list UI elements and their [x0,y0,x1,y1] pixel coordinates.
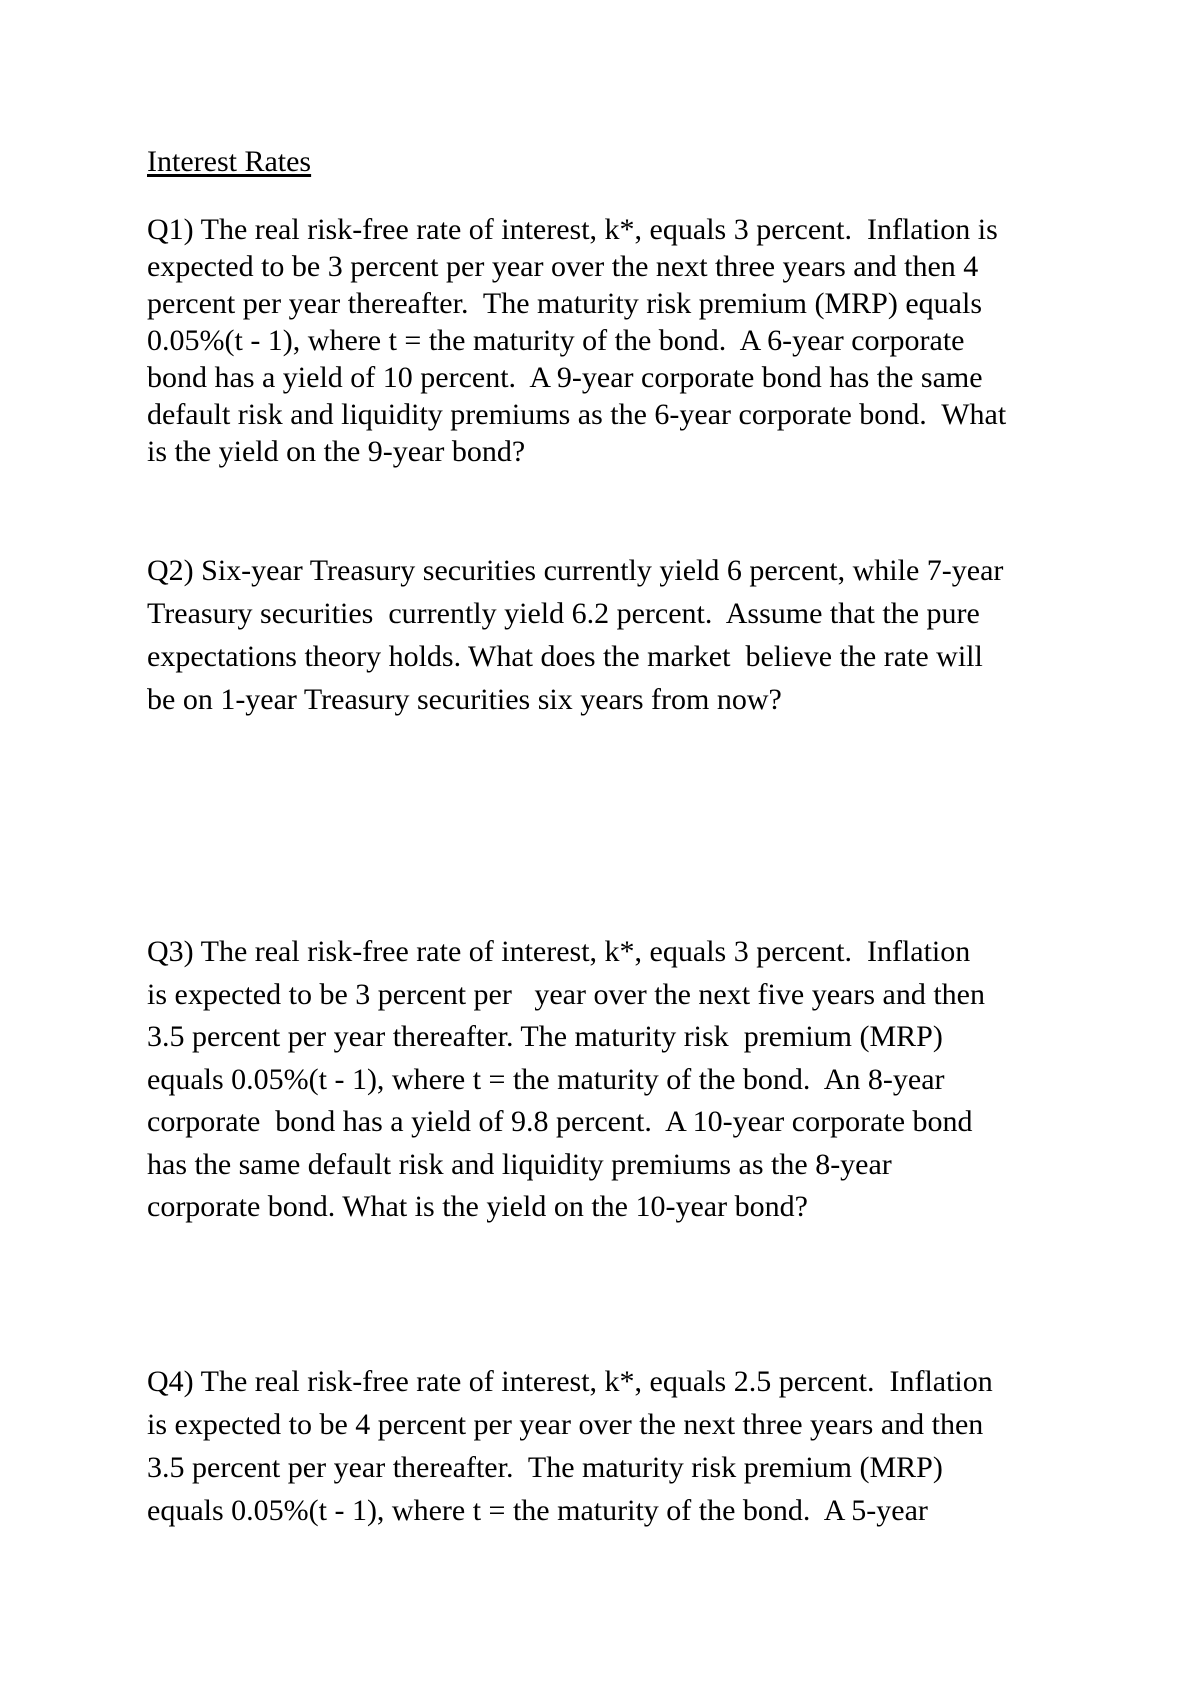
question-line: expected to be 3 percent per year over the next three years and then 4 [147,250,979,283]
question-2 [147,549,1003,721]
question-3 [147,931,985,1229]
question-line: corporate bond. What is the yield on the 10-year bond? [147,1190,808,1223]
question-line: Treasury securities currently yield 6.2 percent. Assume that the pure [147,597,980,630]
question-line: is expected to be 4 percent per year over the next three years and then [147,1408,984,1441]
question-line: equals 0.05%(t - 1), where t = the maturity of the bond. A 5-year [147,1494,928,1527]
question-line: default risk and liquidity premiums as the 6-year corporate bond. What [147,398,1007,431]
question-line: expectations theory holds. What does the market believe the rate will [147,640,983,673]
question-line: 3.5 percent per year thereafter. The maturity risk premium (MRP) [147,1451,943,1484]
question-line: 3.5 percent per year thereafter. The maturity risk premium (MRP) [147,1020,943,1053]
question-1 [147,211,1006,470]
document-title: Interest Rates [147,145,312,178]
question-line: percent per year thereafter. The maturity risk premium (MRP) equals [147,287,982,320]
question-line: equals 0.05%(t - 1), where t = the maturity of the bond. An 8-year [147,1062,945,1096]
question-4 [147,1360,993,1532]
question-line: has the same default risk and liquidity premiums as the 8-year [147,1147,892,1181]
question-line: be on 1-year Treasury securities six years from now? [147,683,782,716]
question-line: Q2) Six-year Treasury securities currently yield 6 percent, while 7-year [147,554,1004,587]
question-line: 0.05%(t - 1), where t = the maturity of the bond. A 6-year corporate [147,324,965,357]
question-line: is expected to be 3 percent per year over the next five years and then [147,977,985,1011]
question-line: corporate bond has a yield of 9.8 percent. A 10-year corporate bond [147,1105,973,1138]
question-line: Q1) The real risk-free rate of interest, k*, equals 3 percent. Inflation is [147,213,998,246]
question-line: Q4) The real risk-free rate of interest, k*, equals 2.5 percent. Inflation [147,1365,993,1398]
question-line: bond has a yield of 10 percent. A 9-year corporate bond has the same [147,361,983,394]
question-line: Q3) The real risk-free rate of interest, k*, equals 3 percent. Inflation [147,935,971,968]
question-line: is the yield on the 9-year bond? [147,435,526,468]
